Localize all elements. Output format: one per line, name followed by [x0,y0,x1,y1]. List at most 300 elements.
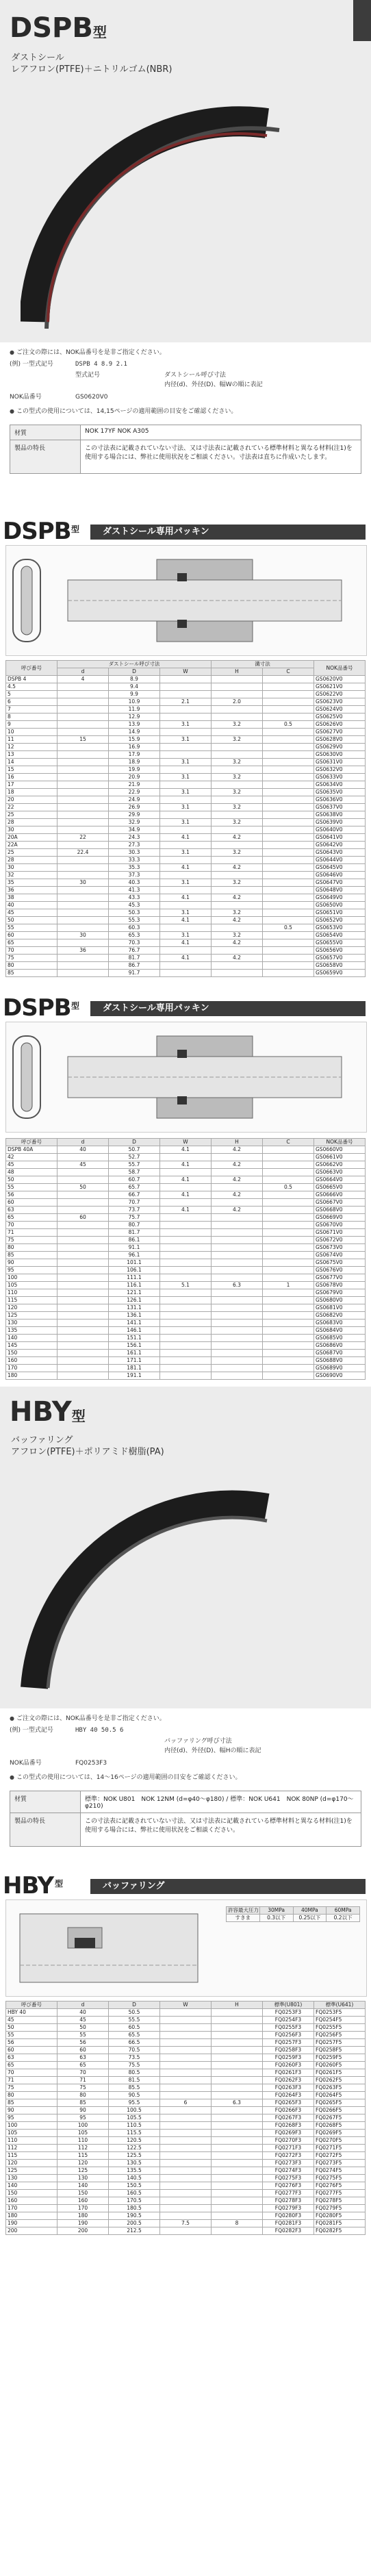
table-cell: 112 [6,2145,57,2152]
table-cell: 120 [57,2160,109,2167]
hby-section-header: HBY 型 バッファリング [0,1875,371,1895]
table-cell: GS0630V0 [314,751,366,759]
table-cell [57,1237,109,1244]
table-cell [160,1274,212,1282]
table-cell: 4.1 [160,1146,212,1154]
table-cell: 0.5 [263,1184,314,1191]
table-cell: GS0647V0 [314,879,366,887]
dspb-example-hint-3: 内径(d)、外径(D)、幅Wの順に表記 [164,381,263,388]
table-cell: 3.2 [212,789,263,796]
table-cell [263,962,314,970]
table-row [6,2017,366,2024]
hby-example-hint-2: 内径(d)、外径(D)、幅Hの順に表記 [164,1747,261,1754]
table-cell [212,751,263,759]
table-cell: 16.9 [109,744,160,751]
table-cell: 112 [57,2145,109,2152]
table-cell [212,970,263,977]
table-row [6,894,366,902]
table-cell: 37.3 [109,872,160,879]
dspb-groove-diagram-2 [5,1022,367,1133]
table-cell: 120 [6,2160,57,2167]
table-cell: 4.5 [6,683,57,691]
table-cell [160,2077,212,2084]
table-cell: 100 [57,2122,109,2130]
table-cell: 4.1 [160,894,212,902]
table-cell: FQ0270F5 [314,2137,366,2145]
table-cell: 55 [6,1184,57,1191]
col-header: 標準(U801) [263,2002,314,2009]
table-cell: 151.1 [109,1335,160,1342]
table-row [6,766,366,774]
table-cell: 75.7 [109,1214,160,1222]
table-cell: 0.5 [263,721,314,729]
table-cell [263,879,314,887]
table-cell [57,924,109,932]
dspb-groove-diagram-1 [5,545,367,656]
table-cell [160,1214,212,1222]
table-cell: 6 [6,698,57,706]
col-header: W [160,2002,212,2009]
table-cell: 65.3 [109,932,160,939]
table-row [6,879,366,887]
table-cell: 81.7 [109,1229,160,1237]
table-cell: 100.5 [109,2107,160,2114]
table-cell: 110 [6,1289,57,1297]
table-cell [160,683,212,691]
table-cell: 18 [6,789,57,796]
table-cell [160,1289,212,1297]
table-cell [160,691,212,698]
table-cell [212,1297,263,1304]
table-cell: FQ0277F3 [263,2190,314,2197]
table-cell: 130 [57,2175,109,2182]
table-cell: FQ0256F5 [314,2032,366,2039]
dspb-section-bar-1: ダストシール専用パッキン [90,525,366,540]
table-cell: GS0622V0 [314,691,366,698]
table-cell: 3.1 [160,789,212,796]
table-cell [160,2122,212,2130]
table-row [6,2175,366,2182]
table-cell [160,2024,212,2032]
table-cell: GS0689V0 [314,1365,366,1372]
table-cell [160,1259,212,1267]
col-header: W [160,1139,212,1146]
table-cell: FQ0276F3 [263,2182,314,2190]
table-cell: GS0666V0 [314,1191,366,1199]
dspb-dimension-table-1 [5,660,366,977]
table-cell: GS0681V0 [314,1304,366,1312]
table-cell: GS0648V0 [314,887,366,894]
table-cell: GS0684V0 [314,1327,366,1335]
table-cell: GS0626V0 [314,721,366,729]
table-row [6,1297,366,1304]
table-cell: 170 [57,2205,109,2212]
dspb-nok-no: GS0620V0 [75,394,108,401]
table-cell [57,1365,109,1372]
table-cell: 190.5 [109,2212,160,2220]
table-cell [212,781,263,789]
table-cell [160,2107,212,2114]
table-cell: GS0650V0 [314,902,366,909]
table-cell: 3.2 [212,721,263,729]
table-cell: 4.1 [160,864,212,872]
table-cell: 30 [57,932,109,939]
table-cell: FQ0261F3 [263,2069,314,2077]
table-cell [160,902,212,909]
table-cell: 95 [6,2114,57,2122]
table-cell [57,706,109,714]
table-cell [160,1237,212,1244]
table-cell: 30.3 [109,849,160,857]
table-cell [263,1169,314,1176]
table-cell: 125 [6,1312,57,1319]
table-cell: GS0653V0 [314,924,366,932]
table-row [6,1214,366,1222]
table-row [6,1184,366,1191]
table-row [6,1259,366,1267]
table-cell [263,698,314,706]
table-row [6,2107,366,2114]
table-cell [57,744,109,751]
table-cell: FQ0253F5 [314,2009,366,2017]
table-row [6,1274,366,1282]
table-cell [57,789,109,796]
table-cell: 170 [6,2205,57,2212]
table-cell [57,1335,109,1342]
table-cell: 131.1 [109,1304,160,1312]
table-cell: 17 [6,781,57,789]
table-cell: 4.2 [212,834,263,842]
table-cell: 4.2 [212,1161,263,1169]
table-cell [212,2205,263,2212]
table-cell: 63 [57,2054,109,2062]
table-cell [57,970,109,977]
table-cell: 16 [6,774,57,781]
table-cell: 40 [6,902,57,909]
table-cell: GS0680V0 [314,1297,366,1304]
table-cell [212,2122,263,2130]
table-cell: 66.7 [109,1191,160,1199]
table-cell [57,804,109,811]
table-row [6,1357,366,1365]
table-cell: 101.1 [109,1259,160,1267]
table-cell [263,819,314,826]
table-cell: 9 [6,721,57,729]
table-cell: GS0673V0 [314,1244,366,1252]
table-cell: 13.9 [109,721,160,729]
table-row [6,2054,366,2062]
table-cell: 110 [6,2137,57,2145]
table-cell: FQ0255F5 [314,2024,366,2032]
table-row [6,1169,366,1176]
table-cell: 65 [6,1214,57,1222]
table-cell: GS0674V0 [314,1252,366,1259]
table-row [6,902,366,909]
table-cell: 65 [6,2062,57,2069]
table-cell: 105 [57,2130,109,2137]
table-cell [263,796,314,804]
table-cell [160,1229,212,1237]
table-cell [263,1312,314,1319]
table-cell [212,2145,263,2152]
table-cell [160,1335,212,1342]
table-cell: 140 [6,1335,57,1342]
table-cell [57,857,109,864]
hby-example-code: HBY 40 50.5 6 [75,1727,124,1734]
table-cell [263,1161,314,1169]
table-cell: GS0649V0 [314,894,366,902]
col-header: 呼び番号 [6,661,57,676]
table-cell [160,2114,212,2122]
table-cell: 65 [57,2062,109,2069]
table-cell [160,2212,212,2220]
table-cell: GS0635V0 [314,789,366,796]
table-row [6,872,366,879]
table-cell: 120 [6,1304,57,1312]
table-cell: FQ0265F5 [314,2099,366,2107]
hby-subtitle: バッファリング アフロン(PTFE)＋ポリアミド樹脂(PA) [11,1435,164,1457]
table-cell: 42 [6,1154,57,1161]
table-cell [212,1237,263,1244]
table-cell: FQ0268F5 [314,2122,366,2130]
table-cell [57,1244,109,1252]
dspb-example-hint-1: 型式記号 [75,372,101,379]
table-cell: 50 [57,2024,109,2032]
table-cell: 56 [57,2039,109,2047]
table-row [6,676,366,683]
table-cell: 121.1 [109,1289,160,1297]
table-cell [212,691,263,698]
table-cell: 91.1 [109,1244,160,1252]
table-row [6,2197,366,2205]
table-cell: 60.7 [109,1176,160,1184]
table-cell: 4.1 [160,1191,212,1199]
table-cell: GS0667V0 [314,1199,366,1207]
table-cell: GS0655V0 [314,939,366,947]
table-cell [160,2092,212,2099]
table-cell: GS0623V0 [314,698,366,706]
table-cell: 4.2 [212,917,263,924]
table-cell [160,2152,212,2160]
table-cell: GS0665V0 [314,1184,366,1191]
table-cell: 85 [57,2099,109,2107]
table-cell: 141.1 [109,1319,160,1327]
table-cell: HBY 40 [6,2009,57,2017]
hby-hero [0,1387,371,1708]
table-cell: 14 [6,759,57,766]
table-cell: FQ0282F3 [263,2227,314,2235]
table-row [6,1267,366,1274]
table-cell: GS0661V0 [314,1154,366,1161]
table-cell [263,1274,314,1282]
table-cell: 160.5 [109,2190,160,2197]
table-cell: FQ0266F5 [314,2107,366,2114]
table-cell [160,2039,212,2047]
table-cell: 90.5 [109,2092,160,2099]
table-cell: 13 [6,751,57,759]
table-cell [212,2137,263,2145]
table-cell: 111.1 [109,1274,160,1282]
table-cell: 200.5 [109,2220,160,2227]
table-cell: 212.5 [109,2227,160,2235]
table-cell: GS0690V0 [314,1372,366,1380]
table-cell [160,970,212,977]
table-cell [160,766,212,774]
table-cell [212,1304,263,1312]
dspb-usage-note: ● この型式の使用については、14,15ページの適用範囲の目安をご確認ください。 [10,407,237,416]
table-cell: 60.3 [109,924,160,932]
table-cell [57,1304,109,1312]
hby-info-table: 材質 標準：NOK U801 NOK 12NM (d=φ40～φ180) / 標準：NOK U641 NOK 80NP (d=φ170～φ210) 製品の特長 この寸法表に記載されていない寸法、又は寸法表に記載されている標準材料と異なる材料(注1)を使用する場合には、弊社に使用状況をご相談ください。 [10,1791,361,1847]
table-cell [160,2017,212,2024]
table-cell [212,2084,263,2092]
dspb-hero [0,0,371,342]
table-row [6,2039,366,2047]
table-cell: 65.5 [109,2032,160,2039]
table-cell [263,691,314,698]
hby-order-section [0,1708,371,1869]
table-cell: 60 [6,1199,57,1207]
table-cell: 150 [6,2190,57,2197]
table-cell [212,1357,263,1365]
table-cell: 135 [6,1327,57,1335]
table-cell: GS0672V0 [314,1237,366,1244]
table-cell: 75 [6,2084,57,2092]
table-row [6,2009,366,2017]
table-cell: 35 [6,879,57,887]
table-cell: FQ0261F5 [314,2069,366,2077]
table-cell: 3.2 [212,804,263,811]
table-cell: 122.5 [109,2145,160,2152]
table-cell: 105 [6,1282,57,1289]
table-cell: 43.3 [109,894,160,902]
table-cell: FQ0265F3 [263,2099,314,2107]
table-cell: 146.1 [109,1327,160,1335]
table-cell: GS0636V0 [314,796,366,804]
table-cell: 55 [6,924,57,932]
table-cell [160,842,212,849]
table-cell: 71 [57,2077,109,2084]
table-cell [160,1304,212,1312]
table-cell [160,2032,212,2039]
table-cell: GS0652V0 [314,917,366,924]
table-cell [212,1222,263,1229]
table-cell: 80.5 [109,2069,160,2077]
table-cell: GS0658V0 [314,962,366,970]
table-cell [212,744,263,751]
hby-order-note: ● ご注文の際には、NOK品番号を是非ご指定ください。 [10,1714,166,1723]
table-row [6,683,366,691]
table-cell: 9.9 [109,691,160,698]
table-row [6,924,366,932]
table-cell: 85.5 [109,2084,160,2092]
hby-example-hint-1: バッファリング呼び寸法 [164,1738,232,1745]
table-cell: 3.2 [212,774,263,781]
table-cell: GS0651V0 [314,909,366,917]
table-cell: 180 [57,2212,109,2220]
table-cell [263,939,314,947]
table-cell [212,1342,263,1350]
table-cell [212,2062,263,2069]
table-cell: 29.9 [109,811,160,819]
table-cell: FQ0256F3 [263,2032,314,2039]
hby-dimension-table [5,2001,366,2235]
table-cell: GS0637V0 [314,804,366,811]
hby-pressure-table: 許容最大圧力 30MPa 40MPa 60MPa すきま 0.3以下 0.25以下 0.2以下 [226,1906,360,1922]
hby-nok-no-label: NOK品番号 [10,1760,42,1767]
table-cell [212,902,263,909]
table-cell [263,751,314,759]
table-cell [212,1274,263,1282]
table-cell [212,1214,263,1222]
table-cell [212,2032,263,2039]
table-cell: 4 [57,676,109,683]
col-header: C [263,1139,314,1146]
table-cell [57,714,109,721]
table-row [6,849,366,857]
table-cell: 12.9 [109,714,160,721]
table-cell: FQ0275F3 [263,2175,314,2182]
table-cell: 150.5 [109,2182,160,2190]
table-cell: FQ0267F5 [314,2114,366,2122]
table-cell [57,781,109,789]
table-cell: GS0656V0 [314,947,366,955]
table-cell [212,1312,263,1319]
hby-ring-image [21,1482,281,1695]
table-cell [263,766,314,774]
table-cell: FQ0258F5 [314,2047,366,2054]
table-cell [263,729,314,736]
table-cell: 7.5 [160,2220,212,2227]
table-cell: GS0621V0 [314,683,366,691]
table-cell [263,781,314,789]
table-cell [160,872,212,879]
table-cell: FQ0263F5 [314,2084,366,2092]
table-cell: 15.9 [109,736,160,744]
table-cell: 100 [6,2122,57,2130]
table-row [6,2099,366,2107]
table-row [6,1207,366,1214]
table-cell [57,1274,109,1282]
table-row [6,2047,366,2054]
table-cell: GS0643V0 [314,849,366,857]
table-cell: 86.1 [109,1237,160,1244]
table-cell: 15 [6,766,57,774]
table-cell [263,932,314,939]
table-cell: GS0642V0 [314,842,366,849]
table-cell [212,2114,263,2122]
table-cell [57,1372,109,1380]
table-cell: FQ0260F5 [314,2062,366,2069]
dspb-example-label: (例) 一型式記号 [10,361,53,368]
table-cell [263,1229,314,1237]
table-cell: 52.7 [109,1154,160,1161]
table-cell: 161.1 [109,1350,160,1357]
table-cell: GS0644V0 [314,857,366,864]
table-cell: 80 [6,1244,57,1252]
dspb-info-table: 材質 NOK 17YF NOK A305 製品の特長 この寸法表に記載されていない寸法、又は寸法表に記載されている標準材料と異なる材料(注1)を使用する場合には、弊社に使用状況をご相談ください。寸法表は直ちに作成いたします。 [10,425,361,474]
dspb-page-tab [353,0,371,41]
table-cell: 56 [6,2039,57,2047]
table-cell [160,2009,212,2017]
table-row [6,1191,366,1199]
table-cell [263,676,314,683]
table-row [6,774,366,781]
table-cell: FQ0280F3 [263,2212,314,2220]
table-cell: 70.7 [109,1199,160,1207]
table-cell [160,2197,212,2205]
table-cell [160,2130,212,2137]
